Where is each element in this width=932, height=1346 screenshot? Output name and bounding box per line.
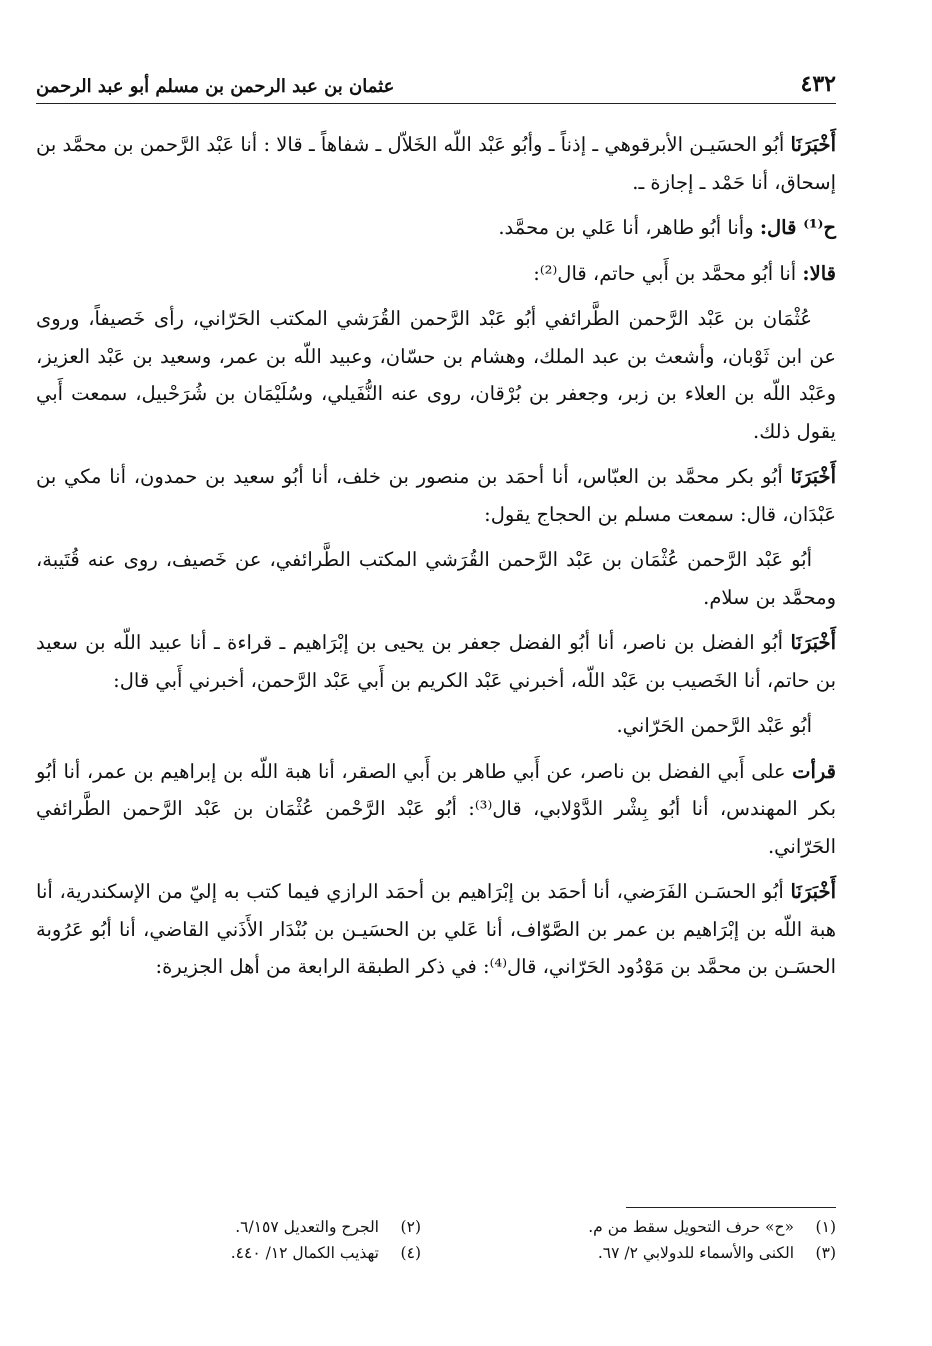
footnote-number: (٢) <box>400 1218 421 1236</box>
page-number: ٤٣٢ <box>800 71 836 97</box>
footnote-text: الجرح والتعديل ٦/١٥٧. <box>235 1218 379 1236</box>
paragraph-lead: أَخْبَرَنَا <box>790 133 836 156</box>
paragraph-lead: قالا: <box>802 261 836 285</box>
footnote-text: الكنى والأسماء للدولابي ٢/ ٦٧. <box>597 1244 794 1262</box>
paragraph-text: أبُو عَبْد الرَّحمن عُثْمَان بن عَبْد الرَّحمن القُرَشي المكتب الطَّرائفي، عن خَصيف، روى عنه قُتَيبة، ومحمَّد بن سلام. <box>36 548 836 609</box>
running-header <box>36 64 836 104</box>
paragraph-text: عُثْمَان بن عَبْد الرَّحمن الطَّرائفي أبُو عَبْد الرَّحمن القُرَشي المكتب الحَرّاني، رأى خَصيفاً، وروى عن ابن ثَوْبان، وأشعث بن عبد الملك، وهشام بن حسّان، وعبيد اللّه بن عمر، وسعيد بن عَبْد العزيز، وعَبْد اللّه بن العلاء بن زبر، وجعفر بن بُرْقان، روى عنه النُّفَيلي، وسُلَيْمَان بن شُرَحْبيل، سمعت أَبي يقول ذلك. <box>36 307 836 443</box>
paragraph-text: على أَبي الفضل بن ناصر، عن أَبي طاهر بن أَبي الصقر، أنا هبة اللّه بن إبراهيم بن عمر، أنا أبُو بكر المهندس، أنا أبُو بِشْر الدَّوْلابي، قال⁽³⁾: أبُو عَبْد الرَّحْمن عُثْمَان بن عَبْد الرَّحمن الطَّرائفي الحَرّاني. <box>36 759 836 858</box>
footnotes <box>36 1214 836 1266</box>
paragraph <box>36 458 836 533</box>
paragraph <box>36 300 836 450</box>
paragraph <box>36 209 836 247</box>
paragraph-text: وأنا أبُو طاهر، أنا عَلي بن محمَّد. <box>498 216 760 239</box>
paragraph-lead: أَخْبَرَنَا <box>790 880 836 903</box>
footnote <box>451 1214 836 1240</box>
footnote-number: (٣) <box>815 1244 836 1262</box>
footnote-number: (٤) <box>400 1244 421 1262</box>
paragraph-text: أبُو عَبْد الرَّحمن الحَرّاني. <box>616 714 812 737</box>
paragraph <box>36 707 836 745</box>
footnote <box>451 1240 836 1266</box>
footnote-number: (١) <box>815 1218 836 1236</box>
paragraph <box>36 126 836 201</box>
paragraph-lead: أَخْبَرَنَا <box>790 631 836 654</box>
paragraph-text: أبُو الحسَـن الفَرَضي، أنا أحمَد بن إبْرَاهيم بن أحمَد الرازي فيما كتب به إليّ من الإسكندرية، أنا هبة اللّه بن إبْرَاهيم بن عمر بن الصَّوّاف، أنا عَلي بن الحسَيـن بن بُنْدَار الأَذَني القاضي، أنا أبُو عَرُوبة الحسَـن بن محمَّد بن مَوْدُود الحَرّاني، قال⁽⁴⁾: في ذكر الطبقة الرابعة من أهل الجزيرة: <box>36 880 836 978</box>
paragraph <box>36 873 836 986</box>
paragraph-text: أبُو الفضل بن ناصر، أنا أبُو الفضل جعفر بن يحيى بن إبْرَاهيم ـ قراءة ـ أنا عبيد اللّه بن سعيد بن حاتم، أنا الخَصيب بن عَبْد اللّه، أخبرني عَبْد الكريم بن أَبي عَبْد الرَّحمن، أخبرني أَبي قال: <box>36 631 836 692</box>
paragraph <box>36 541 836 616</box>
footnote <box>36 1240 421 1266</box>
paragraph <box>36 753 836 866</box>
paragraph-text: أنا أبُو محمَّد بن أَبي حاتم، قال⁽²⁾: <box>533 261 803 285</box>
paragraph-lead: قرأت <box>792 759 836 783</box>
paragraph-lead: أَخْبَرَنَا <box>790 465 836 488</box>
running-title: عثمان بن عبد الرحمن بن مسلم أبو عبد الرحمن <box>36 76 395 97</box>
main-text <box>36 126 836 994</box>
paragraph-text: أبُو بكر محمَّد بن العبّاس، أنا أحمَد بن منصور بن خلف، أنا أبُو سعيد بن حمدون، أنا مكي بن عَبْدَان، قال: سمعت مسلم بن الحجاج يقول: <box>36 465 836 526</box>
paragraph-lead: ح⁽¹⁾ قال: <box>759 216 836 239</box>
footnote-divider <box>626 1207 836 1208</box>
paragraph <box>36 255 836 293</box>
paragraph-text: أبُو الحسَيـن الأبرقوهي ـ إذناً ـ وأبُو عَبْد اللّه الخَلاّل ـ شفاهاً ـ قالا : أنا عَبْد الرَّحمن بن محمَّد بن إسحاق، أنا حَمْد ـ إجازة ـ. <box>36 133 836 194</box>
footnote-text: «ح» حرف التحويل سقط من م. <box>588 1218 794 1236</box>
footnote <box>36 1214 421 1240</box>
paragraph <box>36 624 836 699</box>
footnote-text: تهذيب الكمال ١٢/ ٤٤٠. <box>230 1244 379 1262</box>
